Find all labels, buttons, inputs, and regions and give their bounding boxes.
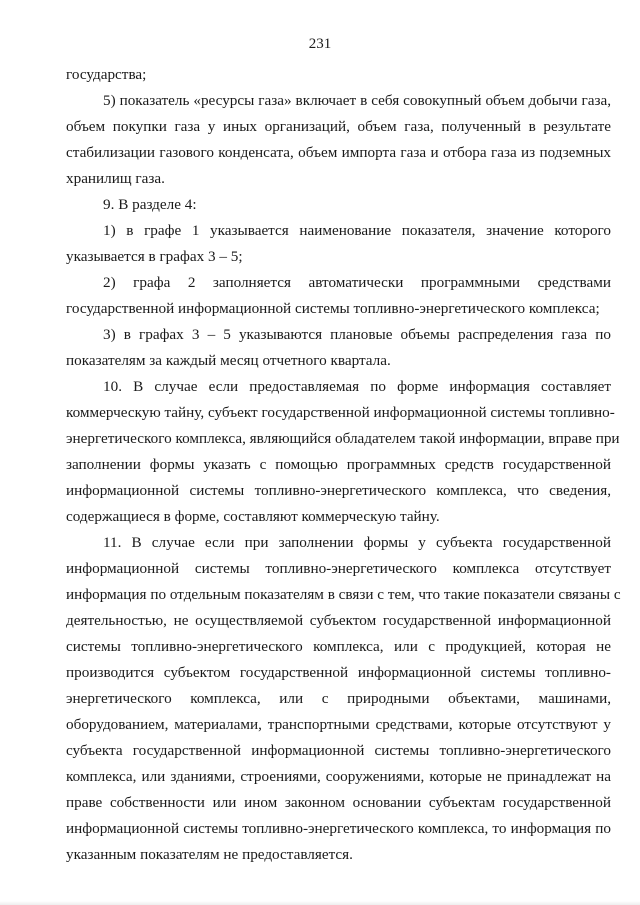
page-number: 231 (308, 36, 332, 52)
text-line: указанным показателям не предоставляется. (66, 846, 353, 863)
text-line: 2) графа 2 заполняется автоматически программными средствами (103, 274, 611, 291)
text-line: системы топливно-энергетического комплекса, или с продукцией, которая не (66, 638, 611, 655)
text-line: энергетического комплекса, или с природными объектами, машинами, (66, 690, 611, 707)
text-line: государственной информационной системы топливно-энергетического комплекса; (66, 300, 600, 317)
text-line: заполнении формы указать с помощью программных средств государственной (66, 456, 611, 473)
text-line: деятельностью, не осуществляемой субъектом государственной информационной (66, 612, 611, 629)
text-line: энергетического комплекса, являющийся обладателем такой информации, вправе при (66, 430, 620, 447)
text-line: информационной системы топливно-энергетического комплекса, что сведения, (66, 482, 611, 499)
text-line: информация по отдельным показателям в связи с тем, что такие показатели связаны с (66, 586, 621, 603)
text-line: производится субъектом государственной информационной системы топливно- (66, 664, 611, 681)
text-line: показателям за каждый месяц отчетного квартала. (66, 352, 391, 369)
scan-edge (0, 901, 640, 905)
text-line: 1) в графе 1 указывается наименование показателя, значение которого (103, 222, 611, 239)
text-line: комплекса, или зданиями, строениями, сооружениями, которые не принадлежат на (66, 768, 611, 785)
text-line: субъекта государственной информационной системы топливно-энергетического (66, 742, 611, 759)
text-line: 11. В случае если при заполнении формы у субъекта государственной (103, 534, 611, 551)
text-line: 10. В случае если предоставляемая по форме информация составляет (103, 378, 611, 395)
text-line: информационной системы топливно-энергетического комплекса, то информация по (66, 820, 611, 837)
text-line: хранилищ газа. (66, 170, 165, 187)
text-line: информационной системы топливно-энергетического комплекса отсутствует (66, 560, 611, 577)
text-line: 3) в графах 3 – 5 указываются плановые объемы распределения газа по (103, 326, 611, 343)
document-body (66, 62, 621, 868)
text-line: объем покупки газа у иных организаций, объем газа, полученный в результате (66, 118, 611, 135)
text-line: содержащиеся в форме, составляют коммерческую тайну. (66, 508, 440, 525)
text-line: коммерческую тайну, субъект государственной информационной системы топливно- (66, 404, 615, 421)
text-line: 5) показатель «ресурсы газа» включает в себя совокупный объем добычи газа, (103, 92, 611, 109)
text-line: стабилизации газового конденсата, объем импорта газа и отбора газа из подземных (66, 144, 611, 161)
text-line: праве собственности или ином законном основании субъектам государственной (66, 794, 611, 811)
text-line: государства; (66, 66, 147, 83)
text-line: указывается в графах 3 – 5; (66, 248, 243, 265)
text-line: оборудованием, материалами, транспортными средствами, которые отсутствуют у (66, 716, 611, 733)
text-line: 9. В разделе 4: (103, 196, 197, 213)
